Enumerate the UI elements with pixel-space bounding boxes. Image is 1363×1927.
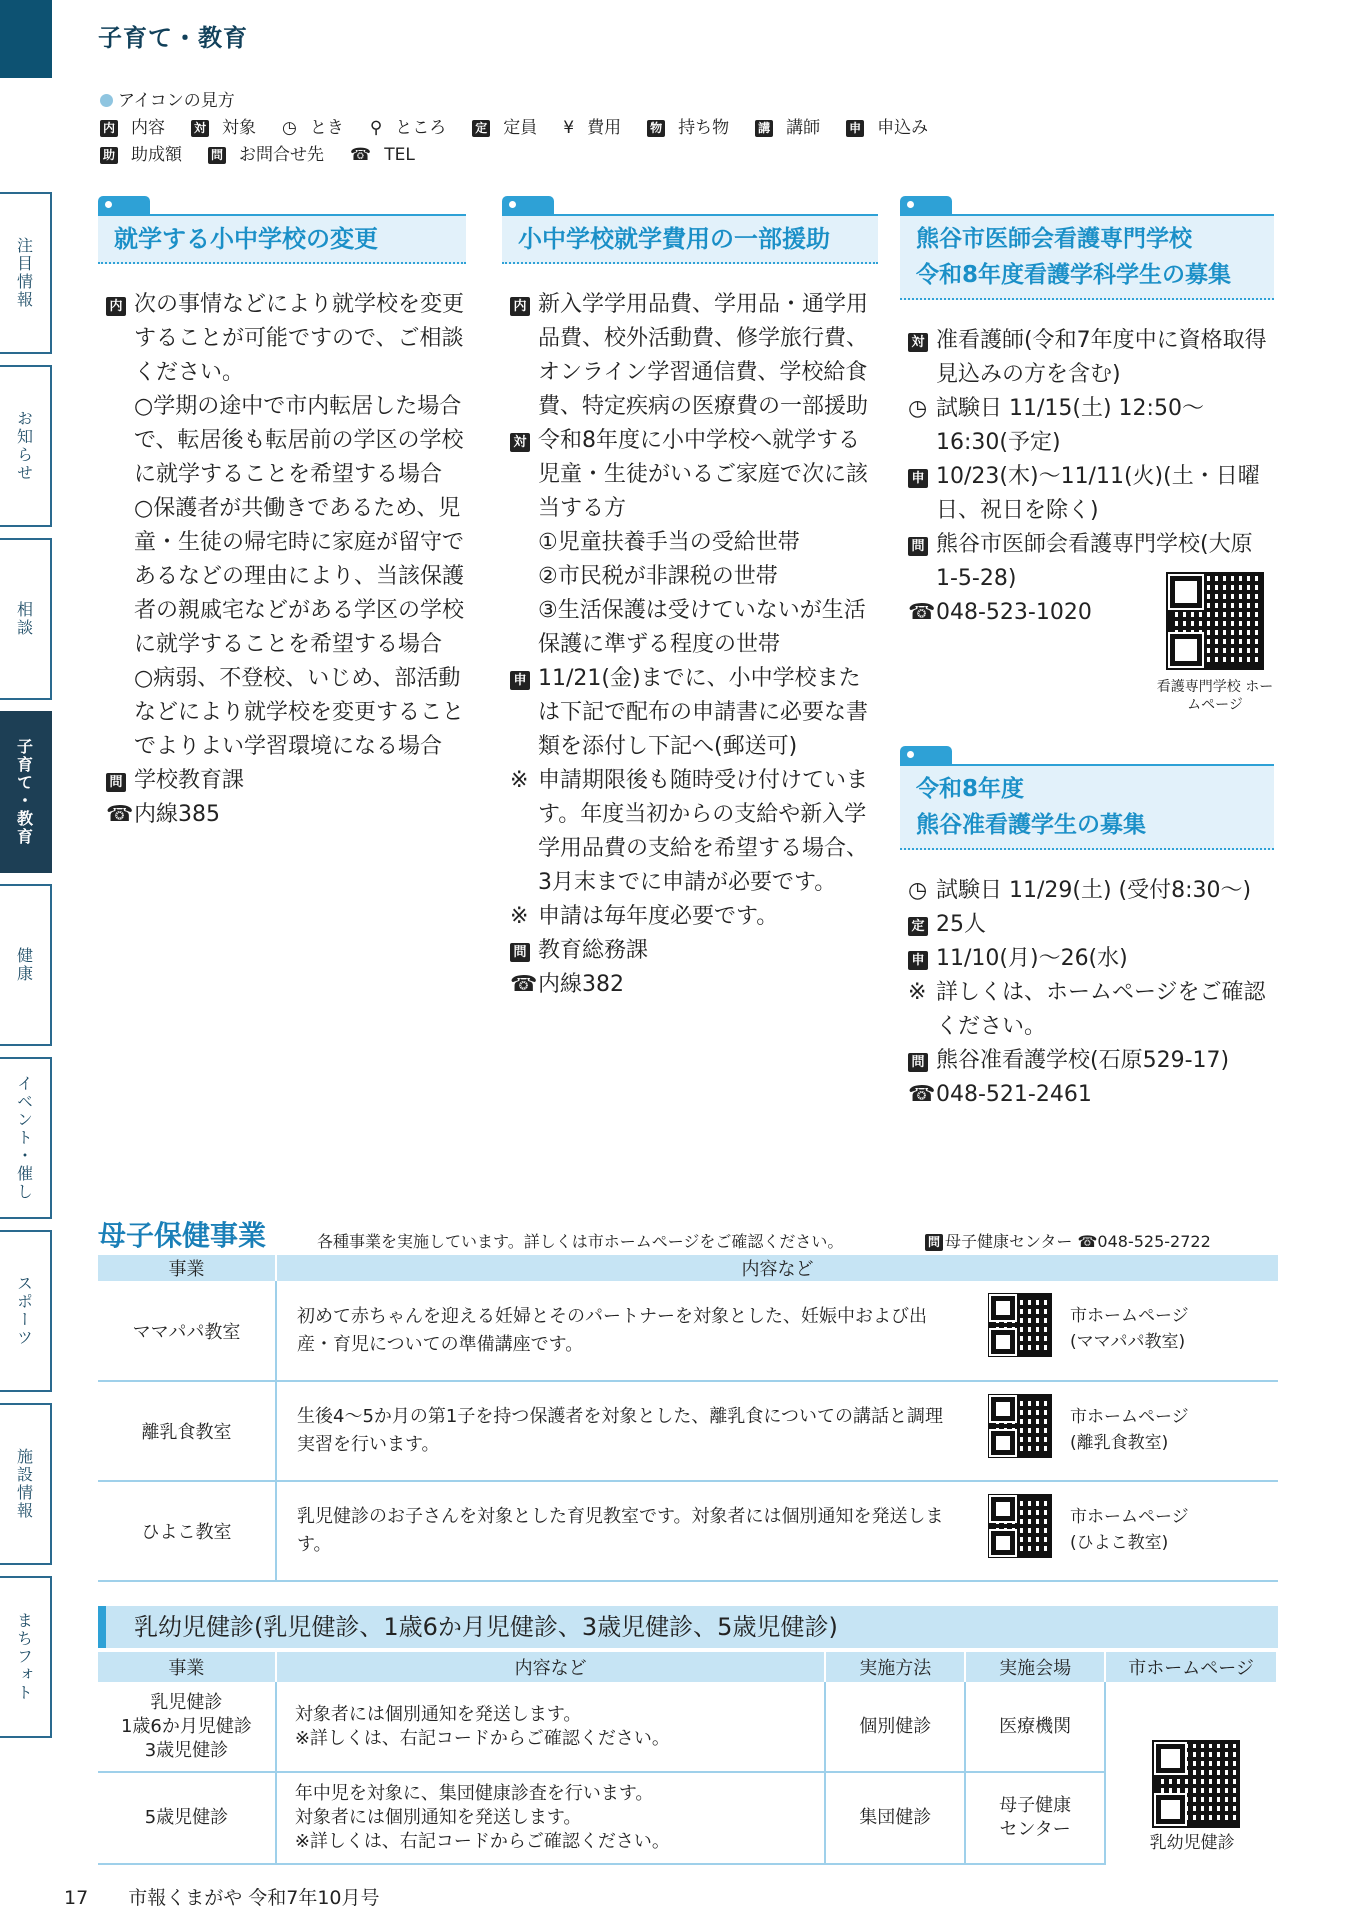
cell-line: ※詳しくは、右記コードからご確認ください。 <box>294 1831 670 1852</box>
item-text: 10/23(木)〜11/11(火)(土・日曜日、祝日を除く) <box>936 464 1260 523</box>
program-link-cell <box>1058 1281 1278 1381</box>
legend-title: アイコンの見方 <box>118 91 235 111</box>
item-text: ○学期の途中で市内転居した場合で、転居後も転居前の学区の学校に就学することを希望する場合 <box>134 394 464 487</box>
column-header: 市ホームページ <box>1105 1652 1277 1682</box>
program-content: 乳児健診のお子さんを対象とした育児教室です。対象者には個別通知を発送します。 <box>276 1481 1058 1581</box>
inquiry-icon: 問 <box>925 1234 943 1251</box>
checkup-name <box>98 1772 276 1864</box>
side-tab[interactable] <box>0 365 52 527</box>
item-text: 新入学学用品費、学用品・通学用品費、校外活動費、修学旅行費、オンライン学習通信費、学校給食費、特定疾病の医療費の一部援助 <box>538 292 869 419</box>
qr-code[interactable] <box>988 1293 1052 1357</box>
side-tab[interactable] <box>0 1576 52 1738</box>
column-header: 実施方法 <box>825 1652 965 1682</box>
legend-item <box>755 118 833 138</box>
legend-label: お問合せ先 <box>239 145 324 165</box>
legend-item <box>563 118 634 138</box>
maternal-contact <box>925 1229 1211 1252</box>
item-text: 熊谷准看護学校(石原529-17) <box>936 1048 1230 1073</box>
cell-line: 1歳6か月児健診 <box>120 1715 252 1737</box>
mark-icon: 定 <box>472 120 490 137</box>
article-item <box>510 288 870 424</box>
side-tab[interactable] <box>0 1403 52 1565</box>
qr-code[interactable] <box>988 1494 1052 1558</box>
article-item <box>510 424 870 526</box>
mark-icon: 助 <box>100 147 118 164</box>
article-title: 小中学校就学費用の一部援助 <box>502 214 878 264</box>
legend-row <box>100 115 954 142</box>
column-header: 事業 <box>98 1652 276 1682</box>
mark-icon: 内 <box>106 297 126 316</box>
checkup-name <box>98 1682 276 1772</box>
item-mark <box>106 764 132 798</box>
mark-icon: ☎ <box>908 1082 936 1107</box>
side-tab[interactable] <box>0 884 52 1046</box>
article-body <box>510 288 870 1002</box>
link-line: 市ホームページ <box>1070 1306 1189 1326</box>
page-number: 17 <box>64 1887 89 1909</box>
side-tab[interactable] <box>0 711 52 873</box>
link-line: (離乳食教室) <box>1070 1433 1169 1453</box>
item-mark <box>908 596 934 630</box>
item-text: 熊谷市医師会看護専門学校(大原1-5-28) <box>936 532 1253 591</box>
mark-icon: 申 <box>510 671 530 690</box>
side-tab-label: 健康 <box>14 947 34 983</box>
footer <box>64 1883 380 1910</box>
cell-line: 乳児健診 <box>150 1691 223 1713</box>
qr-caption <box>1070 1504 1189 1556</box>
mark-icon: ☎ <box>106 802 134 827</box>
article-title <box>900 764 1274 850</box>
article-item <box>106 662 466 764</box>
item-text: 048-521-2461 <box>936 1082 1092 1107</box>
contact-name: 母子健康センター <box>945 1232 1073 1251</box>
tab-decoration <box>900 746 952 764</box>
item-text: ②市民税が非課税の世帯 <box>538 564 778 589</box>
article-item <box>510 594 870 662</box>
legend-label: 内容 <box>131 118 165 138</box>
table-row <box>98 1281 1278 1381</box>
checkup-method: 集団健診 <box>825 1772 965 1864</box>
column-header: 内容など <box>276 1652 826 1682</box>
cell-line: 母子健康 <box>999 1795 1072 1816</box>
item-mark <box>510 662 536 696</box>
article-item <box>510 662 870 764</box>
mark-icon: 問 <box>908 1053 928 1072</box>
article-item <box>908 392 1268 460</box>
article-item <box>908 1078 1268 1112</box>
mark-icon: ☎ <box>908 600 936 625</box>
item-mark <box>510 900 536 934</box>
side-tab[interactable] <box>0 538 52 700</box>
side-tab-label: まちフォト <box>14 1612 34 1702</box>
side-tab-label: スポーツ <box>14 1275 34 1347</box>
article-item <box>908 942 1268 976</box>
contact-tel: 048-525-2722 <box>1097 1232 1211 1251</box>
mark-icon: ¥ <box>563 118 575 138</box>
legend-label: 申込み <box>877 118 929 138</box>
cell-line: 3歳児健診 <box>144 1739 229 1761</box>
table-row <box>98 1772 1277 1864</box>
legend-label: 対象 <box>222 118 256 138</box>
item-mark <box>908 324 934 358</box>
corner-block <box>0 0 52 78</box>
qr-caption: 乳幼児健診 <box>1149 1833 1235 1853</box>
item-mark <box>106 288 132 322</box>
item-mark <box>908 976 934 1010</box>
link-line: 市ホームページ <box>1070 1407 1189 1427</box>
mark-icon: 問 <box>106 773 126 792</box>
article-title: 就学する小中学校の変更 <box>98 214 466 264</box>
qr-caption <box>1070 1404 1189 1456</box>
item-mark <box>908 908 934 942</box>
program-content: 生後4〜5か月の第1子を持つ保護者を対象とした、離乳食についての講話と調理実習を行います。 <box>276 1381 1058 1481</box>
mark-icon: 申 <box>846 120 864 137</box>
checkup-title: 乳幼児健診(乳児健診、1歳6か月児健診、3歳児健診、5歳児健診) <box>98 1606 1278 1648</box>
mark-icon: 内 <box>510 297 530 316</box>
item-mark <box>510 288 536 322</box>
qr-code[interactable] <box>1166 572 1264 670</box>
legend-item <box>370 118 459 138</box>
article-item <box>510 900 870 934</box>
item-mark <box>106 798 132 832</box>
phone-icon: ☎ <box>1077 1232 1098 1251</box>
checkup-content <box>276 1772 826 1864</box>
item-text: ○病弱、不登校、いじめ、部活動などにより就学校を変更することでよりよい学習環境になる場合 <box>134 666 465 759</box>
mark-icon: ※ <box>908 980 927 1005</box>
item-mark <box>908 874 934 908</box>
link-line: 市ホームページ <box>1070 1507 1189 1527</box>
title-line: 令和8年度 <box>916 776 1025 802</box>
article-item <box>908 460 1268 528</box>
cell-line: ※詳しくは、右記コードからご確認ください。 <box>294 1727 670 1749</box>
legend-item <box>350 145 428 165</box>
article-item <box>106 798 466 832</box>
item-text: 25人 <box>936 912 986 937</box>
legend-item <box>282 118 357 138</box>
item-text: ①児童扶養手当の受給世帯 <box>538 530 800 555</box>
mark-icon: ☎ <box>510 972 538 997</box>
qr-code[interactable] <box>988 1394 1052 1458</box>
article-item <box>106 288 466 390</box>
cell-line: センター <box>999 1819 1071 1840</box>
link-line: (ママパパ教室) <box>1070 1332 1186 1352</box>
item-text: 次の事情などにより就学校を変更することが可能ですので、ご相談ください。 <box>134 292 465 385</box>
article-body <box>908 874 1268 1112</box>
side-tab-label: 注目情報 <box>14 237 34 309</box>
article-item <box>908 324 1268 392</box>
column-header: 事業 <box>98 1255 276 1281</box>
item-text: 11/10(月)〜26(水) <box>936 946 1128 971</box>
article-item <box>908 908 1268 942</box>
legend-item <box>100 145 195 165</box>
mark-icon: ◷ <box>282 118 297 138</box>
legend-item <box>191 118 269 138</box>
item-text: 申請期限後も随時受け付けています。年度当初からの支給や新入学学用品費の支給を希望する場合、3月末までに申請が必要です。 <box>538 768 869 895</box>
program-name: ひよこ教室 <box>98 1481 276 1581</box>
item-text: 学校教育課 <box>134 768 245 793</box>
column-header: 実施会場 <box>965 1652 1105 1682</box>
legend-label: 費用 <box>587 118 622 138</box>
program-link-cell <box>1058 1481 1278 1581</box>
table-row <box>98 1381 1278 1481</box>
legend-item <box>647 118 742 138</box>
side-navigation <box>0 192 52 1749</box>
cell-line: 対象者には個別通知を発送します。 <box>294 1703 582 1725</box>
checkup-table <box>98 1652 1278 1865</box>
article-item <box>510 934 870 968</box>
checkup-content <box>276 1682 826 1772</box>
maternal-title: 母子保健事業 <box>98 1219 267 1252</box>
article-item <box>510 526 870 560</box>
qr-code[interactable] <box>1152 1740 1240 1828</box>
legend-label: とき <box>309 118 344 138</box>
mark-icon: 対 <box>191 120 209 137</box>
mark-icon: ※ <box>510 904 529 929</box>
item-mark <box>908 942 934 976</box>
mark-icon: 問 <box>908 537 928 556</box>
mark-icon: 講 <box>755 120 773 137</box>
article-item <box>106 492 466 662</box>
mark-icon: ◷ <box>908 878 928 903</box>
mark-icon: 問 <box>510 943 530 962</box>
article-item <box>510 764 870 900</box>
checkup-method: 個別健診 <box>825 1682 965 1772</box>
checkup-venue <box>965 1682 1105 1772</box>
program-link-cell <box>1058 1381 1278 1481</box>
item-text: 令和8年度に小中学校へ就学する児童・生徒がいるご家庭で次に該当する方 <box>538 428 869 521</box>
qr-caption <box>1070 1303 1189 1355</box>
column-header: 内容など <box>276 1255 1278 1281</box>
section-title: 子育て・教育 <box>98 24 248 52</box>
checkup-venue <box>965 1772 1105 1864</box>
item-text: 申請は毎年度必要です。 <box>538 904 779 929</box>
side-tab[interactable] <box>0 1230 52 1392</box>
item-text: ③生活保護は受けていないが生活保護に準ずる程度の世帯 <box>538 598 866 657</box>
bullet-icon <box>100 94 113 107</box>
table-row <box>98 1682 1277 1772</box>
item-text: 詳しくは、ホームページをご確認ください。 <box>936 980 1266 1039</box>
program-content: 初めて赤ちゃんを迎える妊婦とそのパートナーを対象とした、妊娠中および出産・育児についての準備講座です。 <box>276 1281 1058 1381</box>
item-text: 048-523-1020 <box>936 600 1092 625</box>
title-line: 令和8年度看護学科学生の募集 <box>916 262 1232 288</box>
side-tab-label: 施設情報 <box>14 1448 34 1520</box>
item-text: 11/21(金)までに、小中学校または下記で配布の申請書に必要な書類を添付し下記へ(郵送可) <box>538 666 869 759</box>
side-tab-label: お知らせ <box>14 410 34 482</box>
legend-label: ところ <box>395 118 447 138</box>
legend-label: 定員 <box>503 118 538 138</box>
article-item <box>510 968 870 1002</box>
checkup-link-cell <box>1105 1682 1277 1864</box>
article-item <box>908 1044 1268 1078</box>
legend-item <box>208 145 337 165</box>
icon-legend <box>100 88 954 169</box>
mark-icon: 物 <box>647 120 665 137</box>
side-tab[interactable] <box>0 192 52 354</box>
item-mark <box>908 1078 934 1112</box>
link-line: (ひよこ教室) <box>1070 1533 1169 1553</box>
article-title <box>900 214 1274 300</box>
item-mark <box>510 968 536 1002</box>
program-name: ママパパ教室 <box>98 1281 276 1381</box>
legend-label: 助成額 <box>131 145 182 165</box>
cell-line: 年中児を対象に、集団健康診査を行います。 <box>294 1783 654 1804</box>
table-row <box>98 1481 1278 1581</box>
maternal-table <box>98 1255 1278 1582</box>
qr-caption: 看護専門学校 ホームページ <box>1156 679 1274 713</box>
side-tab-label: 相談 <box>14 601 34 637</box>
mark-icon: 申 <box>908 469 928 488</box>
legend-item <box>846 118 941 138</box>
mark-icon: 対 <box>510 433 530 452</box>
item-text: 内線382 <box>538 972 624 997</box>
item-text: 内線385 <box>134 802 220 827</box>
item-text: ○保護者が共働きであるため、児童・生徒の帰宅時に家庭が留守であるなどの理由により、当該保護者の親戚宅などがある学区の学校に就学することを希望する場合 <box>134 496 465 657</box>
cell-line: 対象者には個別通知を発送します。 <box>294 1807 582 1828</box>
item-text: 教育総務課 <box>538 938 649 963</box>
legend-label: TEL <box>384 145 415 165</box>
mark-icon: ☎ <box>350 145 372 165</box>
item-text: 試験日 11/15(土) 12:50〜16:30(予定) <box>936 396 1204 455</box>
legend-item <box>100 118 178 138</box>
mark-icon: ◷ <box>908 396 928 421</box>
legend-item <box>472 118 550 138</box>
cell-line: 5歳児健診 <box>144 1807 229 1828</box>
mark-icon: ※ <box>510 768 529 793</box>
tab-decoration <box>98 196 150 214</box>
article-item <box>510 560 870 594</box>
item-mark <box>510 424 536 458</box>
tab-decoration <box>502 196 554 214</box>
side-tab[interactable] <box>0 1057 52 1219</box>
item-mark <box>510 764 536 798</box>
side-tab-label: イベント・催し <box>14 1075 34 1201</box>
maternal-subtitle: 各種事業を実施しています。詳しくは市ホームページをご確認ください。 <box>317 1232 844 1251</box>
cell-line: 医療機関 <box>999 1715 1072 1737</box>
article-body <box>106 288 466 832</box>
item-mark <box>510 934 536 968</box>
mark-icon: 定 <box>908 917 928 936</box>
article-item <box>106 764 466 798</box>
title-line: 熊谷市医師会看護専門学校 <box>916 226 1192 252</box>
item-text: 試験日 11/29(土) (受付8:30〜) <box>936 878 1252 903</box>
mark-icon: 問 <box>208 147 226 164</box>
mark-icon: 内 <box>100 120 118 137</box>
article-item <box>908 874 1268 908</box>
item-mark <box>908 460 934 494</box>
mark-icon: ⚲ <box>369 118 383 138</box>
item-text: 准看護師(令和7年度中に資格取得見込みの方を含む) <box>936 328 1267 387</box>
legend-row <box>100 142 954 169</box>
legend-label: 持ち物 <box>678 118 730 138</box>
article-item <box>106 390 466 492</box>
title-line: 熊谷准看護学生の募集 <box>916 812 1146 838</box>
side-tab-label: 子育て・教育 <box>14 738 34 846</box>
legend-label: 講師 <box>786 118 821 138</box>
article-item <box>908 976 1268 1044</box>
program-name: 離乳食教室 <box>98 1381 276 1481</box>
item-mark <box>908 392 934 426</box>
item-mark <box>908 528 934 562</box>
mark-icon: 申 <box>908 951 928 970</box>
item-mark <box>908 1044 934 1078</box>
tab-decoration <box>900 196 952 214</box>
publication-name: 市報くまがや 令和7年10月号 <box>128 1887 380 1909</box>
mark-icon: 対 <box>908 333 928 352</box>
